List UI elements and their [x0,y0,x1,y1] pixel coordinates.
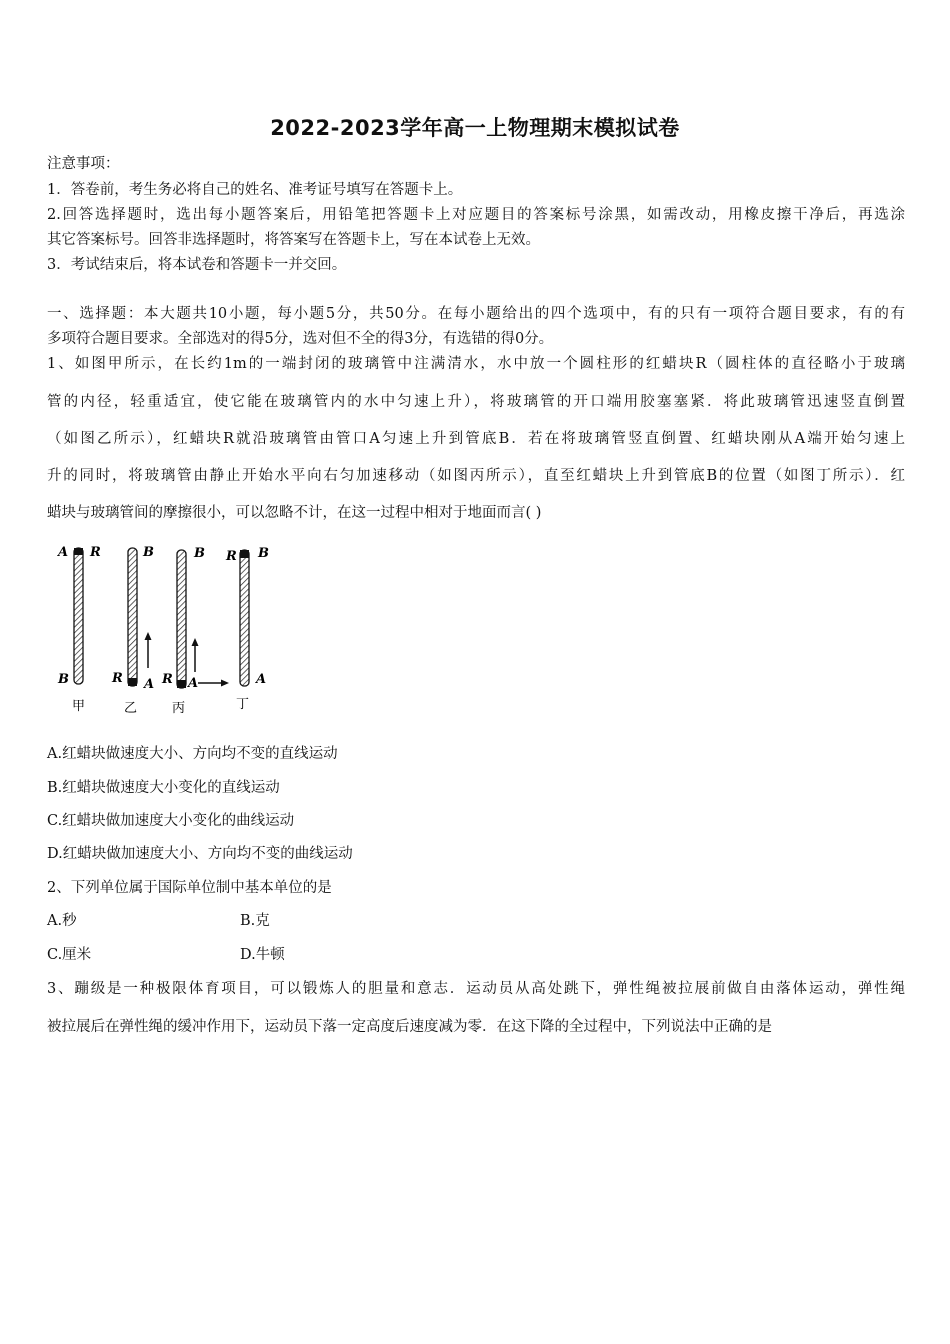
q2-option-c: C.厘米 [47,947,92,963]
label-b-ding: B [258,546,269,561]
q1-option-b: B.红蜡块做速度大小变化的直线运动 [47,780,280,796]
q2-option-b: B.克 [240,913,270,929]
caption-ding: 丁 [236,697,250,712]
q2-stem: 2、下列单位属于国际单位制中基本单位的是 [47,880,332,896]
tube-ding [225,546,269,712]
label-r-bing: R [162,672,173,687]
q3-stem-line-2: 被拉展后在弹性绳的缓冲作用下，运动员下落一定高度后速度减为零．在这下降的全过程中，下列说法中正确的是 [47,1019,772,1035]
tube-yi [111,545,154,716]
q1-option-c: C.红蜡块做加速度大小变化的曲线运动 [47,813,295,829]
q1-option-d: D.红蜡块做加速度大小、方向均不变的曲线运动 [47,846,353,862]
label-a-jia: A [58,545,69,560]
notice-item-2: 2.回答选择题时，选出每小题答案后，用铅笔把答题卡上对应题目的答案标号涂黑，如需改动，用橡皮擦干净后，再选涂 [47,207,905,223]
q3-stem-line-1: 3、蹦级是一种极限体育项目，可以锻炼人的胆量和意志．运动员从高处跳下，弹性绳被拉展前做自由落体运动，弹性绳 [47,981,905,997]
caption-bing: 丙 [172,701,186,716]
label-b-jia: B [58,672,69,687]
caption-jia: 甲 [72,699,86,714]
label-r-ding: R [226,549,237,564]
notice-heading: 注意事项： [47,156,120,172]
label-a-bing: A [188,676,199,691]
label-b-yi: B [143,545,154,560]
section-instructions: 一、选择题：本大题共10小题，每小题5分，共50分。在每小题给出的四个选项中，有的只有一项符合题目要求，有的有 [47,306,905,322]
q1-stem-line-5: 蜡块与玻璃管间的摩擦很小，可以忽略不计，在这一过程中相对于地面而言( ) [47,505,542,521]
caption-yi: 乙 [124,701,138,716]
q1-stem-line-3: （如图乙所示），红蜡块R就沿玻璃管由管口A匀速上升到管底B．若在将玻璃管竖直倒置、红蜡块刚从A端开始匀速上 [47,431,905,447]
label-r-jia: R [90,545,101,560]
glass-tube-figure [48,540,288,720]
q2-option-d: D.牛顿 [240,947,285,963]
page-title: 2022-2023学年高一上物理期末模拟试卷 [270,116,680,140]
q1-stem-line-1: 1、如图甲所示，在长约1m的一端封闭的玻璃管中注满清水，水中放一个圆柱形的红蜡块R（圆柱体的直径略小于玻璃 [47,356,905,372]
notice-item-2-cont: 其它答案标号。回答非选择题时，将答案写在答题卡上，写在本试卷上无效。 [47,232,540,248]
q1-option-a: A.红蜡块做速度大小、方向均不变的直线运动 [47,746,338,762]
label-a-ding: A [256,672,267,687]
q2-option-a: A.秒 [47,913,77,929]
notice-item-3: 3．考试结束后，将本试卷和答题卡一并交回。 [47,257,347,273]
section-instructions-cont: 多项符合题目要求。全部选对的得5分，选对但不全的得3分，有选错的得0分。 [47,331,554,347]
q1-stem-line-2: 管的内径，轻重适宜，使它能在玻璃管内的水中匀速上升），将玻璃管的开口端用胶塞塞紧．将此玻璃管迅速竖直倒置 [47,394,905,410]
q1-stem-line-4: 升的同时，将玻璃管由静止开始水平向右匀加速移动（如图丙所示），直至红蜡块上升到管底B的位置（如图丁所示）．红 [47,468,905,484]
label-a-yi: A [144,677,155,692]
notice-item-1: 1．答卷前，考生务必将自己的姓名、准考证号填写在答题卡上。 [47,182,463,198]
label-b-bing: B [194,546,205,561]
label-r-yi: R [112,671,123,686]
tube-bing [161,546,229,716]
tube-jia [56,545,101,714]
